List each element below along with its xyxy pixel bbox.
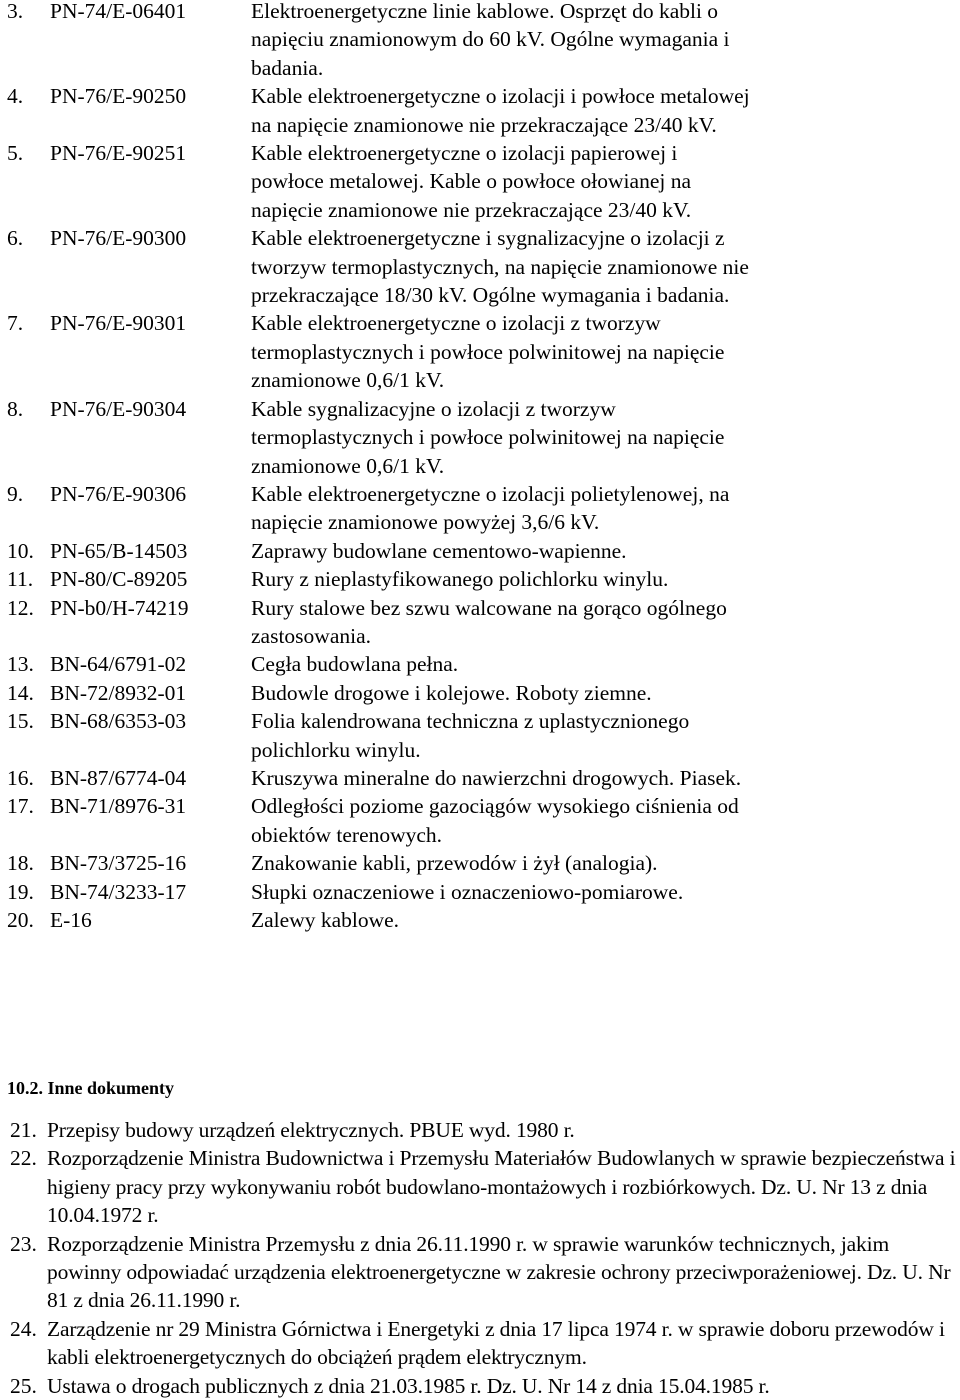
list-item: [0, 224, 960, 309]
standard-title: Odległości poziome gazociągów wysokiego ciśnienia od obiektów terenowych.: [251, 794, 739, 847]
list-item: [0, 1230, 960, 1315]
standard-code: PN-65/B-14503: [50, 538, 188, 563]
item-number: 16.: [7, 765, 34, 790]
standard-code: BN-72/8932-01: [50, 680, 187, 705]
standard-code: PN-76/E-90250: [50, 84, 187, 109]
list-item: [0, 792, 960, 849]
standard-code: PN-76/E-90304: [50, 396, 187, 421]
standard-code: BN-64/6791-02: [50, 652, 187, 677]
standard-code: BN-74/3233-17: [50, 879, 187, 904]
item-number: 23.: [10, 1231, 37, 1256]
document-text: Rozporządzenie Ministra Przemysłu z dnia 26.11.1990 r. w sprawie warunków technicznych, jakim powinny odpowiadać urządzenia elektroenergetyczne w zakresie ochrony przeciwporażeniowej. Dz. U. Nr 81 z dnia 26.11.1990 r.: [47, 1231, 951, 1313]
standard-code: BN-71/8976-31: [50, 794, 187, 819]
standard-code: PN-76/E-90301: [50, 311, 187, 336]
item-number: 20.: [7, 908, 34, 932]
standard-title: Elektroenergetyczne linie kablowe. Osprzęt do kabli o napięciu znamionowym do 60 kV. Ogólne wymagania i badania.: [251, 0, 730, 80]
standard-code: E-16: [50, 908, 92, 932]
list-item: [0, 565, 960, 593]
list-item: [0, 395, 960, 480]
standard-code: PN-76/E-90251: [50, 141, 187, 166]
standard-code: PN-80/C-89205: [50, 567, 188, 592]
section-heading: 10.2. Inne dokumenty: [7, 1078, 175, 1098]
standard-code: BN-68/6353-03: [50, 709, 187, 734]
standard-title: Cegła budowlana pełna.: [251, 652, 459, 677]
standard-title: Zaprawy budowlane cementowo-wapienne.: [251, 538, 627, 563]
item-number: 8.: [7, 396, 24, 421]
document-text: Ustawa o drogach publicznych z dnia 21.03.1985 r. Dz. U. Nr 14 z dnia 15.04.1985 r.: [47, 1373, 770, 1398]
item-number: 9.: [7, 481, 24, 506]
item-number: 22.: [10, 1146, 37, 1171]
standard-code: BN-87/6774-04: [50, 765, 187, 790]
list-item: [0, 1372, 960, 1400]
standard-title: Rury stalowe bez szwu walcowane na gorąco ogólnego zastosowania.: [251, 595, 727, 648]
standard-title: Kable elektroenergetyczne o izolacji z tworzyw termoplastycznych i powłoce polwinitowej na napięcie znamionowe 0,6/1 kV.: [251, 311, 725, 393]
standard-title: Znakowanie kabli, przewodów i żył (analogia).: [251, 851, 658, 876]
list-item: [0, 878, 960, 906]
item-number: 15.: [7, 709, 34, 734]
item-number: 7.: [7, 311, 24, 336]
item-number: 3.: [7, 0, 24, 23]
item-number: 13.: [7, 652, 34, 677]
list-item: [0, 594, 960, 651]
standard-title: Kable elektroenergetyczne o izolacji papierowej i powłoce metalowej. Kable o powłoce ołowianej na napięcie znamionowe nie przekraczające 23/40 kV.: [251, 141, 692, 222]
item-number: 5.: [7, 141, 24, 166]
standard-title: Kruszywa mineralne do nawierzchni drogowych. Piasek.: [251, 765, 742, 790]
standard-code: PN-76/E-90306: [50, 481, 187, 506]
document-text: Zarządzenie nr 29 Ministra Górnictwa i Energetyki z dnia 17 lipca 1974 r. w sprawie doboru przewodów i kabli elektroenergetycznych do obciążeń prądem elektrycznym.: [47, 1316, 945, 1370]
list-item: [0, 849, 960, 877]
list-item: [0, 309, 960, 394]
item-number: 6.: [7, 226, 24, 251]
standard-code: BN-73/3725-16: [50, 851, 187, 876]
standard-title: Kable elektroenergetyczne o izolacji polietylenowej, na napięcie znamionowe powyżej 3,6/6 kV.: [251, 481, 730, 535]
item-number: 11.: [7, 567, 34, 592]
list-item: [0, 82, 960, 139]
list-item: [0, 707, 960, 764]
item-number: 25.: [10, 1373, 37, 1398]
item-number: 19.: [7, 879, 34, 904]
standard-title: Zalewy kablowe.: [251, 908, 400, 932]
list-item: [0, 764, 960, 792]
standard-code: PN-76/E-90300: [50, 226, 187, 251]
item-number: 21.: [10, 1118, 37, 1142]
list-item: [0, 537, 960, 565]
list-item: [0, 1315, 960, 1372]
list-item: [0, 1144, 960, 1229]
item-number: 24.: [10, 1316, 37, 1341]
standard-code: PN-b0/H-74219: [50, 595, 189, 620]
item-number: 14.: [7, 680, 34, 705]
item-number: 4.: [7, 84, 24, 109]
document-text: Rozporządzenie Ministra Budownictwa i Przemysłu Materiałów Budowlanych w sprawie bezpieczeństwa i higieny pracy przy wykonywaniu robót budowlano-montażowych i rozbiórkowych. Dz. U. Nr 13 z dnia 10.04.1972 r.: [47, 1146, 956, 1228]
standard-title: Kable elektroenergetyczne o izolacji i powłoce metalowej na napięcie znamionowe nie przekraczające 23/40 kV.: [251, 84, 750, 137]
list-item: [0, 0, 960, 82]
standard-title: Budowle drogowe i kolejowe. Roboty ziemne.: [251, 680, 652, 705]
list-item: [0, 650, 960, 678]
standard-title: Kable sygnalizacyjne o izolacji z tworzyw termoplastycznych i powłoce polwinitowej na napięcie znamionowe 0,6/1 kV.: [251, 396, 725, 478]
list-item: [0, 480, 960, 537]
list-item: [0, 679, 960, 707]
item-number: 12.: [7, 595, 34, 620]
list-item: [0, 139, 960, 224]
item-number: 10.: [7, 538, 34, 563]
item-number: 17.: [7, 794, 34, 819]
list-item: [0, 1116, 960, 1144]
standard-code: PN-74/E-06401: [50, 0, 187, 23]
standard-title: Kable elektroenergetyczne i sygnalizacyjne o izolacji z tworzyw termoplastycznych, na napięcie znamionowe nie przekraczające 18/30 kV. Ogólne wymagania i badania.: [251, 226, 749, 308]
standard-title: Słupki oznaczeniowe i oznaczeniowo-pomiarowe.: [251, 879, 684, 904]
document-text: Przepisy budowy urządzeń elektrycznych. PBUE wyd. 1980 r.: [47, 1118, 575, 1142]
list-item: [0, 906, 960, 934]
standard-title: Folia kalendrowana techniczna z uplastycznionego polichlorku winylu.: [251, 709, 690, 762]
documents-list: [0, 1116, 960, 1400]
item-number: 18.: [7, 851, 34, 876]
standard-title: Rury z nieplastyfikowanego polichlorku winylu.: [251, 567, 669, 592]
